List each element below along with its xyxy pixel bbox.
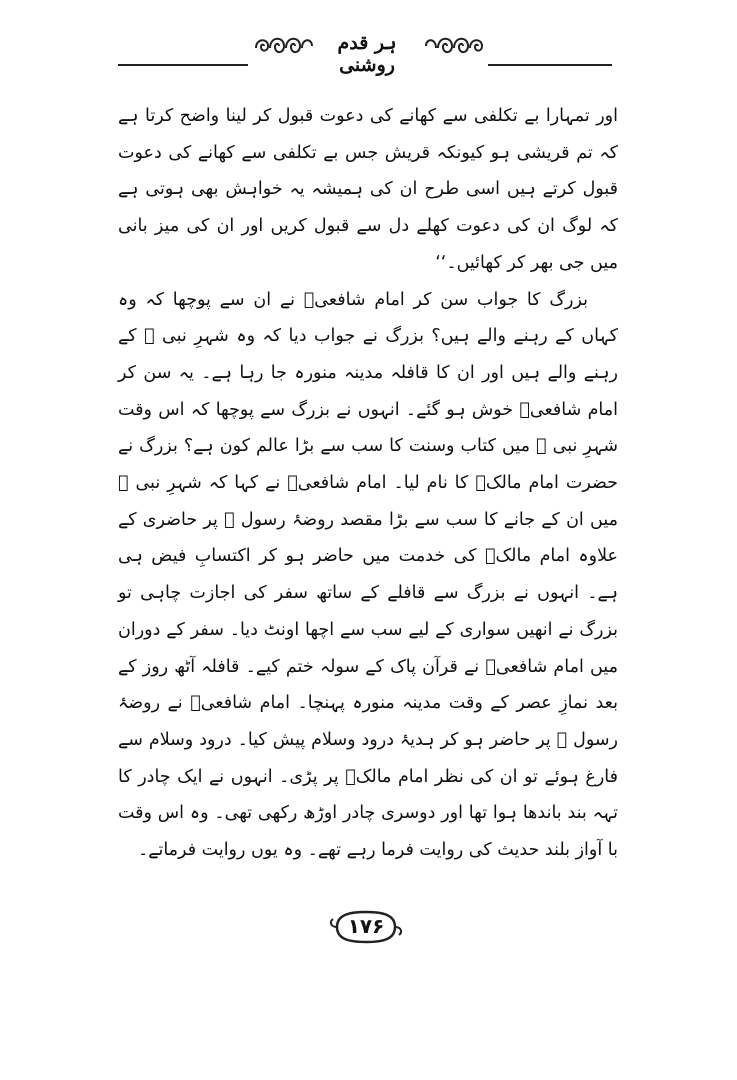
page-number-badge (327, 908, 405, 946)
body-text (118, 98, 618, 869)
paragraph: بزرگ کا جواب سن کر امام شافعیؒ نے ان سے پوچھا کہ وہ کہاں کے رہنے والے ہیں؟ بزرگ نے جواب دیا کہ وہ شہرِ نبی ﷺ کے رہنے والے ہیں اور ان کا قافلہ مدینہ منورہ جا رہا ہے۔ یہ سن کر امام شافعیؒ خوش ہو گئے۔ انہوں نے بزرگ سے پوچھا کہ اس وقت شہرِ نبی ﷺ میں کتاب وسنت کا سب سے بڑا عالم کون ہے؟ بزرگ نے حضرت امام مالکؒ کا نام لیا۔ امام شافعیؒ نے کہا کہ شہرِ نبی ﷺ میں ان کے جانے کا سب سے بڑا مقصد روضۂ رسول ﷺ پر حاضری کے علاوہ امام مالکؒ کی خدمت میں حاضر ہو کر اکتسابِ فیض ہی ہے۔ انہوں نے بزرگ سے قافلے کے ساتھ سفر کی اجازت چاہی تو بزرگ نے انھیں سواری کے لیے سب سے اچھا اونٹ دیا۔ سفر کے دوران میں امام شافعیؒ نے قرآن پاک کے سولہ ختم کیے۔ قافلہ آٹھ روز کے بعد نمازِ عصر کے وقت مدینہ منورہ پہنچا۔ امام شافعیؒ نے روضۂ رسول ﷺ پر حاضر ہو کر ہدیۂ درود وسلام پیش کیا۔ درود وسلام سے فارغ ہوئے تو ان کی نظر امام مالکؒ پر پڑی۔ انہوں نے ایک چادر کا تہہ بند باندھا ہوا تھا اور دوسری چادر اوڑھ رکھی تھی۔ وہ اس وقت با آواز بلند حدیث کی روایت فرما رہے تھے۔ وہ یوں روایت فرماتے۔ (118, 289, 618, 861)
page-number: ۱۷۶ (347, 914, 385, 938)
paragraph: اور تمہارا بے تکلفی سے کھانے کی دعوت قبول کر لینا واضح کرتا ہے کہ تم قریشی ہو کیونکہ قریش جس بے تکلفی سے کھانے کی دعوت قبول کرتے ہیں اسی طرح ان کی ہمیشہ یہ خواہش بھی ہوتی ہے کہ لوگ ان کی دعوت کھلے دل سے قبول کریں اور ان کی میز بانی میں جی بھر کر کھائیں۔‘‘ (118, 106, 618, 273)
header-rule-right (488, 64, 612, 66)
running-title: ہر قدم روشنی (337, 32, 397, 76)
page-header (118, 22, 612, 76)
right-flourish-ornament (424, 30, 486, 60)
header-rule-left (118, 64, 248, 66)
left-flourish-ornament (252, 30, 314, 60)
